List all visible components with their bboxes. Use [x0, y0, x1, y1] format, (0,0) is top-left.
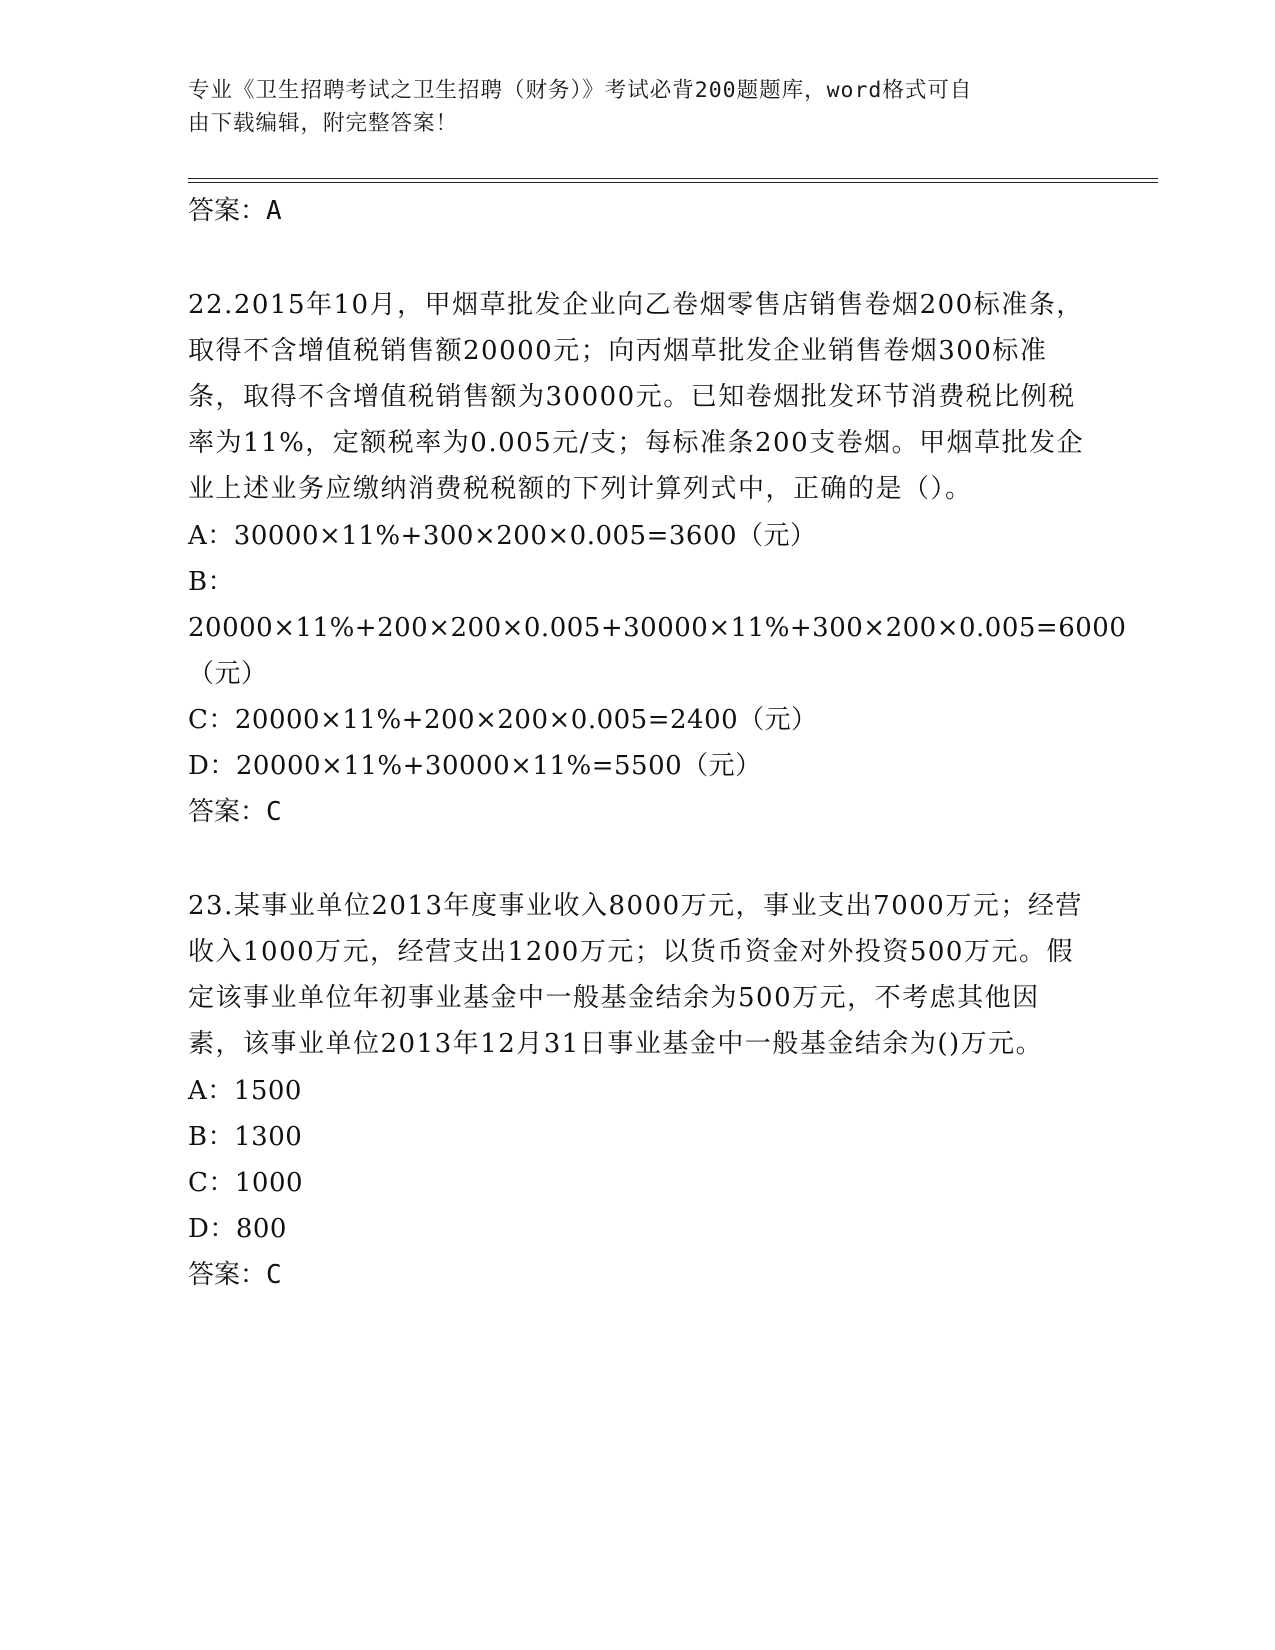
question-23-option-d: D：800 — [188, 1214, 287, 1244]
question-22-option-c: C：20000×11%+200×200×0.005=2400（元） — [188, 705, 818, 735]
question-23-answer: 答案：C — [188, 1260, 282, 1290]
spacer — [188, 234, 1088, 282]
answer-previous: 答案：A — [188, 196, 282, 226]
spacer — [188, 835, 1088, 883]
question-22-answer: 答案：C — [188, 797, 282, 827]
question-22-option-b: B：20000×11%+200×200×0.005+30000×11%+300×200×0.005=6000（元） — [188, 567, 1127, 689]
page-header — [188, 74, 1088, 140]
header-line-2: 由下载编辑，附完整答案！ — [188, 111, 459, 136]
question-23-option-b: B：1300 — [188, 1122, 303, 1152]
question-23-text: 23.某事业单位2013年度事业收入8000万元，事业支出7000万元；经营收入1000万元，经营支出1200万元；以货币资金对外投资500万元。假定该事业单位年初事业基金中一般基金结余为500万元，不考虑其他因素，该事业单位2013年12月31日事业基金中一般基金结余为()万元。 — [188, 891, 1083, 1059]
header-divider-thick — [188, 182, 1158, 183]
header-divider-thin — [188, 178, 1158, 179]
header-line-1: 专业《卫生招聘考试之卫生招聘（财务）》考试必背200题题库，word格式可自 — [188, 78, 973, 103]
question-23 — [188, 883, 1088, 1298]
document-body — [188, 188, 1127, 1298]
question-23-option-c: C：1000 — [188, 1168, 304, 1198]
question-22 — [188, 282, 1127, 835]
question-22-option-d: D：20000×11%+30000×11%=5500（元） — [188, 751, 762, 781]
question-22-text: 22.2015年10月，甲烟草批发企业向乙卷烟零售店销售卷烟200标准条，取得不含增值税销售额20000元；向丙烟草批发企业销售卷烟300标准条，取得不含增值税销售额为30000元。已知卷烟批发环节消费税比例税率为11%，定额税率为0.005元/支；每标准条200支卷烟。甲烟草批发企业上述业务应缴纳消费税税额的下列计算列式中，正确的是（）。 — [188, 290, 1085, 504]
question-22-option-a: A：30000×11%+300×200×0.005=3600（元） — [188, 521, 817, 551]
question-23-option-a: A：1500 — [188, 1076, 302, 1106]
